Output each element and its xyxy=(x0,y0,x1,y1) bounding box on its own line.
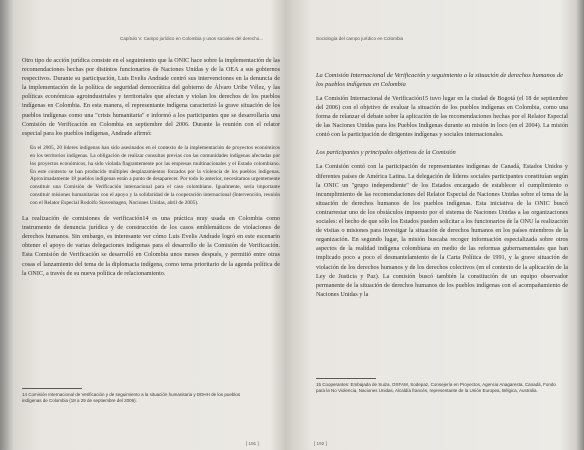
right-page-body xyxy=(316,71,568,300)
page-number: [ 192 ] xyxy=(314,441,327,446)
body-paragraph: La Comisión contó con la participación de representantes indígenas de Canadá, Estados Unidos y diferentes países de América Latina. La delegación de líderes sociales participantes constituían según la ONIC un "grupo independiente" de los Estados encargado de establecer el cumplimiento o incumplimiento de las recomendaciones del Relator Especial de Naciones Unidas sobre el tema de la situación de derechos humanos de los pueblos indígenas. Esta iniciativa de la ONIC buscó contrarrestar uno de los obstáculos impuesto por el sistema de Naciones Unidas a las organizaciones sociales: el hecho de que sólo los Estados pueden solicitar a los funcionarios de la ONU la realización de visitas o misiones para investigar la situación de derechos humanos en los países miembros de la organización. En segundo lugar, la misión buscaba recoger información especializada sobre otros aspectos de la realidad indígena colombiana en medio de las reformas gubernamentales que han implicado poco a poco el desmantelamiento de la Carta Política de 1991, y la grave situación de violación de los derechos humanos y de los derechos colectivos (en el contexto de la aplicación de la Ley de Justicia y Paz). La comisión buscó también la constitución de un equipo observador permanente de la situación de derechos humanos de los pueblos indígenas con el acompañamiento de Naciones Unidas y la xyxy=(316,164,568,298)
page-number: [ 191 ] xyxy=(246,441,259,446)
left-page xyxy=(8,0,290,450)
section-title: La Comisión Internacional de Verificación y seguimiento a la situación de derechos humanos de los pueblos indígenas en Colombia xyxy=(316,72,564,88)
footnote-divider xyxy=(22,388,82,389)
footnote: 14 Comisión Internacional de Verificación y de seguimiento a la situación humanitaria y DDHH de los pueblos indígenas de Colombia (18 a 29 de septiembre del 2006). xyxy=(22,392,241,404)
left-page-body xyxy=(22,57,280,279)
subsection-title: Los participantes y principales objetivos de la Comisión xyxy=(316,149,456,157)
running-head-left: Capítulo V. Campo jurídico en Colombia y usos sociales del derecho... xyxy=(120,36,264,41)
running-head-right: Sociología del campo jurídico en Colombia xyxy=(316,36,404,41)
body-paragraph: La Comisión Internacional de Verificación15 tuvo lugar en la ciudad de Bogotá (el 18 de septiembre del 2006) con el objetivo de evaluar la situación de los pueblos indígenas en Colombia, como una forma de relanzar el debate sobre la aplicación de las recomendaciones hechas por el Relator Especial de las Naciones Unidas para los Pueblos Indígenas durante su misión in loco (en el 2004). La misión contó con la participación de dirigentes indígenas y sociales internacionales. xyxy=(316,96,568,139)
block-quote: En el 2005, 20 líderes indígenas han sido asesinados en el contexto de la implementación de proyectos económicos en los territorios indígenas. La obligación de realizar consultas previas con las comunidades indígenas afectadas por los proyectos económicos, ha sido violada flagrantemente por las empresas multinacionales y el Estado colombiano. En este contexto se han producido múltiples desplazamientos forzados por la violencia de los pueblos indígenas. Aproximadamente 18 pueblos indígenas están a punto de desaparecer. Por todo lo anterior, necesitamos urgentemente constituir una Comisión de Verificación internacional para el caso colombiano. Igualmente, sería importante constituir misiones humanitarias con el apoyo y la solidaridad de la cooperación internacional (Intervención, reunión con el Relator Especial Rodolfo Stavenhagen, Naciones Unidas, abril de 2005). xyxy=(30,144,280,207)
body-paragraph: La realización de comisiones de verificación14 es una práctica muy usada en Colombia como instrumento de denuncia jurídica y de construcción de los casos emblemáticos de violaciones de derechos humanos. Sin embargo, es interesante ver cómo Luis Evelis Andrade logró en este escenario obtener el apoyo de varias delegaciones indígenas para el desarrollo de la Comisión de Verificación. Esta Comisión de Verificación se desarrolló en Colombia unos meses después, y permitió entre otras cosas el lanzamiento del tema de la diplomacia indígena, como tema prioritario de la agenda política de la ONIC, a través de su nueva política de relacionamiento. xyxy=(22,216,280,277)
footnote: 15 Cooperantes: Embajada de Suiza, OXFAM, Sodepaz, Consejería en Proyectos, Agencia Anagaresta, Canadá, Fondo para la No Violencia, Naciones Unidas, Alcaldía francés, representante de la Unión Europea, Bélgica, Australia. xyxy=(316,382,556,394)
body-paragraph: Otro tipo de acción jurídica consiste en el seguimiento que la ONIC hace sobre la implementación de las recomendaciones hechas por distintos funcionarios de Naciones Unidas y de la OEA a sus gobiernos respectivos. Durante su participación, Luis Evelis Andrade centró sus intervenciones en la denuncia de la implementación de la política de seguridad democrática del gobierno de Álvaro Uribe Vélez, y las políticas económicas agroindustriales y territoriales que afectan y violan los derechos de los pueblos indígenas en Colombia. En esta manera, el representante indígena caracterizó la grave situación de los pueblos indígenas como una "crisis humanitaria" e informó a los participantes que se desarrollaría una Comisión de Verificación en Colombia en septiembre del 2006. Durante la reunión con el relator especial para los pueblos indígenas, Andrade afirmó: xyxy=(22,58,280,137)
footnote-divider xyxy=(316,378,376,379)
right-page xyxy=(294,0,578,450)
